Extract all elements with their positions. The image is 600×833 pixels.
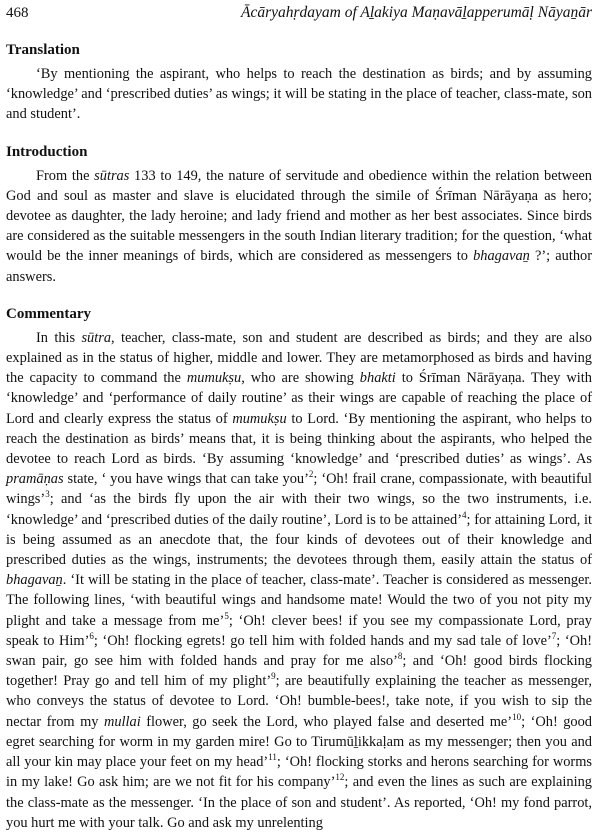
translation-heading: Translation [6, 42, 80, 58]
footnote-ref: 11 [268, 752, 277, 763]
footnote-ref: 4 [462, 509, 467, 520]
footnote-ref: 7 [551, 631, 557, 642]
footnote-ref: 5 [224, 610, 229, 621]
running-head [6, 4, 592, 26]
running-title: Ācāryahṛdayam of Aḻakiya Maṇavāḻapperumāḷ Nāyaṉār [241, 4, 592, 21]
footnote-ref: 12 [335, 772, 345, 783]
footnote-ref: 8 [397, 651, 403, 662]
commentary-heading: Commentary [6, 305, 91, 322]
translation-text: ‘By mentioning the aspirant, who helps to reach the destination as birds; and by assuming ‘knowledge’ and ‘prescribed duties’ as wings; it will be stating in the place of teacher, class-mate, son and student’. [6, 66, 592, 123]
page-number: 468 [6, 5, 29, 21]
footnote-ref: 10 [512, 711, 522, 722]
footnote-ref: 9 [271, 671, 276, 682]
commentary-text: In this sūtra, teacher, class-mate, son and student are described as birds; and they are also explained as in the status of higher, middle and lower. They are metamorphosed as birds and having the capacity to command the mumukṣu, who are showing bhakti to Śrīman Nārāyaṇa. They with ‘knowledge’ and ‘performance of daily routine’ as their wings are capable of reaching the place of Lord and clearly express the status of mumukṣu to Lord. ‘By mentioning the aspirant, who helps to reach the destination as birds’ means that, it is being thinking about the aspirants, who helped the devotee to reach Lord as birds. ‘By assuming ‘knowledge’ and ‘prescribed duties’ as wings’. As pramāṇas state, ‘ you have wings that can take you’$^2$; ‘Oh! frail crane, compassionate, with beautiful wings’$^3$; and ‘as the birds fly upon the air with their two wings, so the two instruments, i.e. ‘knowledge’ and ‘prescribed duties of the daily routine’, Lord is to be attained’$^4$; for attaining Lord, it is being assumed as an anecdote that, the four kinds of devotees out of their knowledge and prescribed duties as the wings, instruments; the devotees through them, easily attain the status of bhagavaṉ. ‘It will be stating in the place of teacher, class-mate’. Teacher is considered as messenger. The following lines, ‘with beautiful wings and handsome mate! Would the two of you not pity my plight and take a message from me’$^5$; ‘Oh! clever bees! if you see my compassionate Lord, pray speak to Him’$^6$; ‘Oh! flocking egrets! go tell him with folded hands and my sad tale of love’$^7$; ‘Oh! swan pair, go see him with folded hands and pray for me also’$^8$; and ‘Oh! good birds flocking together! Pray go and tell him of my plight’$^9$; are beautifully explaining the teacher as messenger, who conveys the status of devotee to Lord. ‘Oh! bumble-bees!, take note, if you wish to sip the nectar from my mullai flower, go seek the Lord, who played false and deserted me’$^{10}$; ‘Oh! good egret searching for worm in my garden mire! Go to Tirumūḻikkaḷam as my messenger; then you and all your kin may place your feet on my head’$^{11}$; ‘Oh! flocking storks and herons searching for worms in my lake! Go ask him; are we not fit for his company’$^{12}$; and even the lines as such are explaining the class-mate as the messenger. ‘In the place of son and student’. As reported, ‘Oh! my fond parrot, you hurt me with your talk. Go and ask my unrelenting [6, 329, 593, 831]
footnote-ref: 6 [89, 631, 94, 642]
introduction-text: From the sūtras 133 to 149, the nature of servitude and obedience within the relation between God and soul as master and slave is elucidated through the simile of Śrīman Nārāyaṇa as hero; devotee as daughter, the lady heroine; and lady friend and mother as her best associates. Since birds are considered as the suitable messengers in the south Indian literary tradition; for the question, ‘what would be the inner meanings of birds, which are considered as messengers to bhagavaṉ ?’; author answers. [6, 167, 592, 285]
footnote-ref: 3 [45, 489, 50, 500]
footnote-ref: 2 [308, 469, 314, 480]
introduction-heading: Introduction [6, 143, 88, 160]
